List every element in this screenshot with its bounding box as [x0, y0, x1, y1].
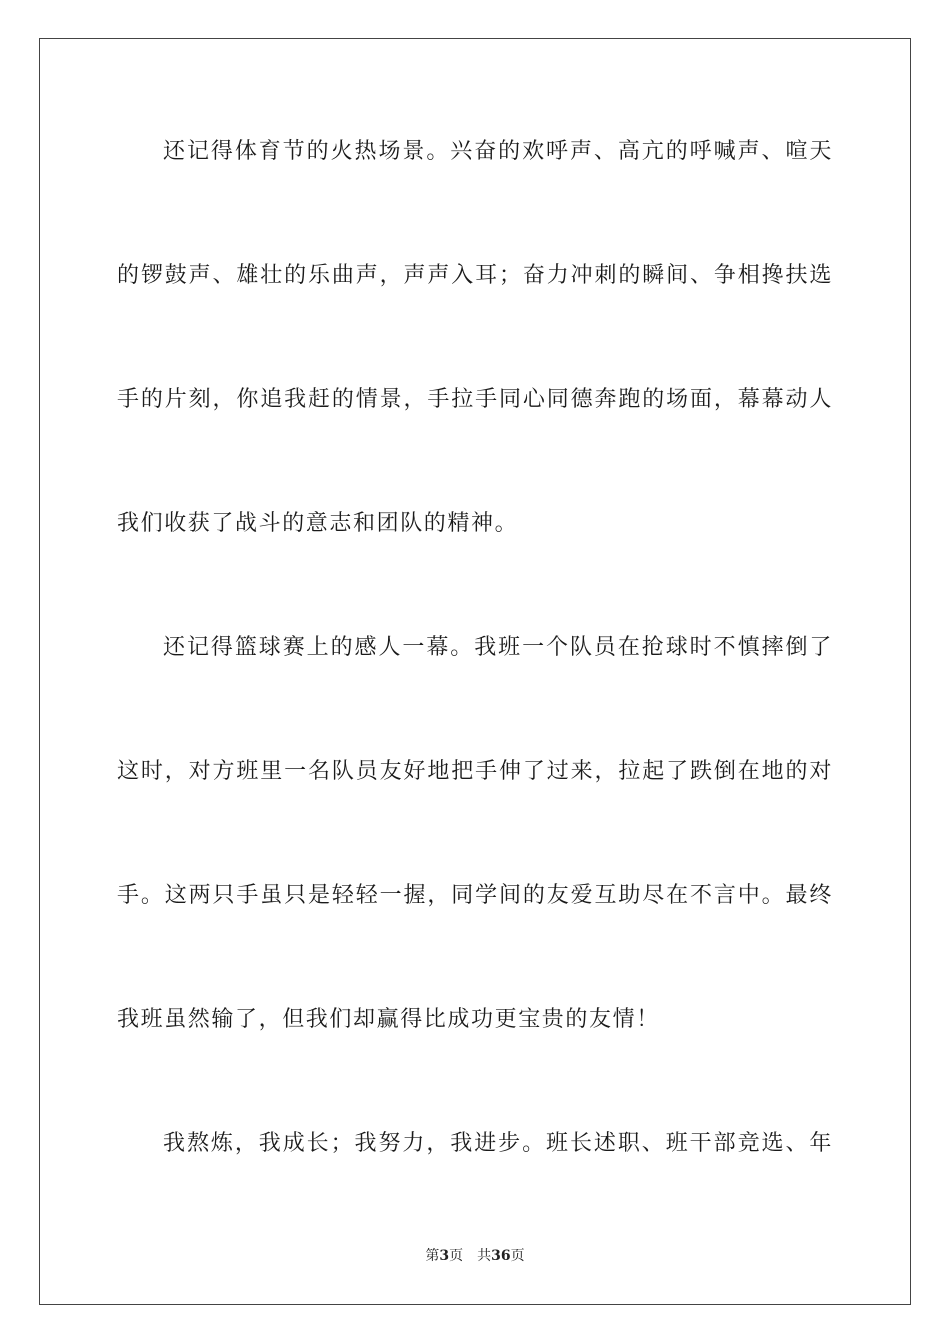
paragraph-2-line-1: 还记得篮球赛上的感人一幕。我班一个队员在抢球时不慎摔倒了 [163, 635, 833, 660]
page-number: 3 [439, 1248, 450, 1264]
paragraph-1-line-1: 还记得体育节的火热场景。兴奋的欢呼声、高亢的呼喊声、喧天 [163, 139, 833, 164]
paragraph-1-line-4: 我们收获了战斗的意志和团队的精神。 [117, 511, 519, 536]
paragraph-3-line-1: 我熬炼，我成长；我努力，我进步。班长述职、班干部竞选、年 [163, 1131, 833, 1156]
paragraph-1-line-2: 的锣鼓声、雄壮的乐曲声，声声入耳；奋力冲刺的瞬间、争相搀扶选 [117, 263, 833, 288]
page-footer [0, 1247, 950, 1265]
total-prefix: 共 [477, 1248, 492, 1264]
paragraph-2-line-3: 手。这两只手虽只是轻轻一握，同学间的友爱互助尽在不言中。最终 [117, 883, 833, 908]
page-border [39, 38, 911, 1305]
total-pages: 36 [491, 1248, 511, 1264]
paragraph-1-line-3: 手的片刻，你追我赶的情景，手拉手同心同德奔跑的场面，幕幕动人 [117, 387, 833, 412]
total-suffix: 页 [510, 1248, 525, 1264]
page-prefix: 第 [425, 1248, 440, 1264]
paragraph-2-line-4: 我班虽然输了，但我们却赢得比成功更宝贵的友情！ [117, 1007, 660, 1032]
page-suffix: 页 [449, 1248, 464, 1264]
paragraph-2-line-2: 这时，对方班里一名队员友好地把手伸了过来，拉起了跌倒在地的对 [117, 759, 833, 784]
